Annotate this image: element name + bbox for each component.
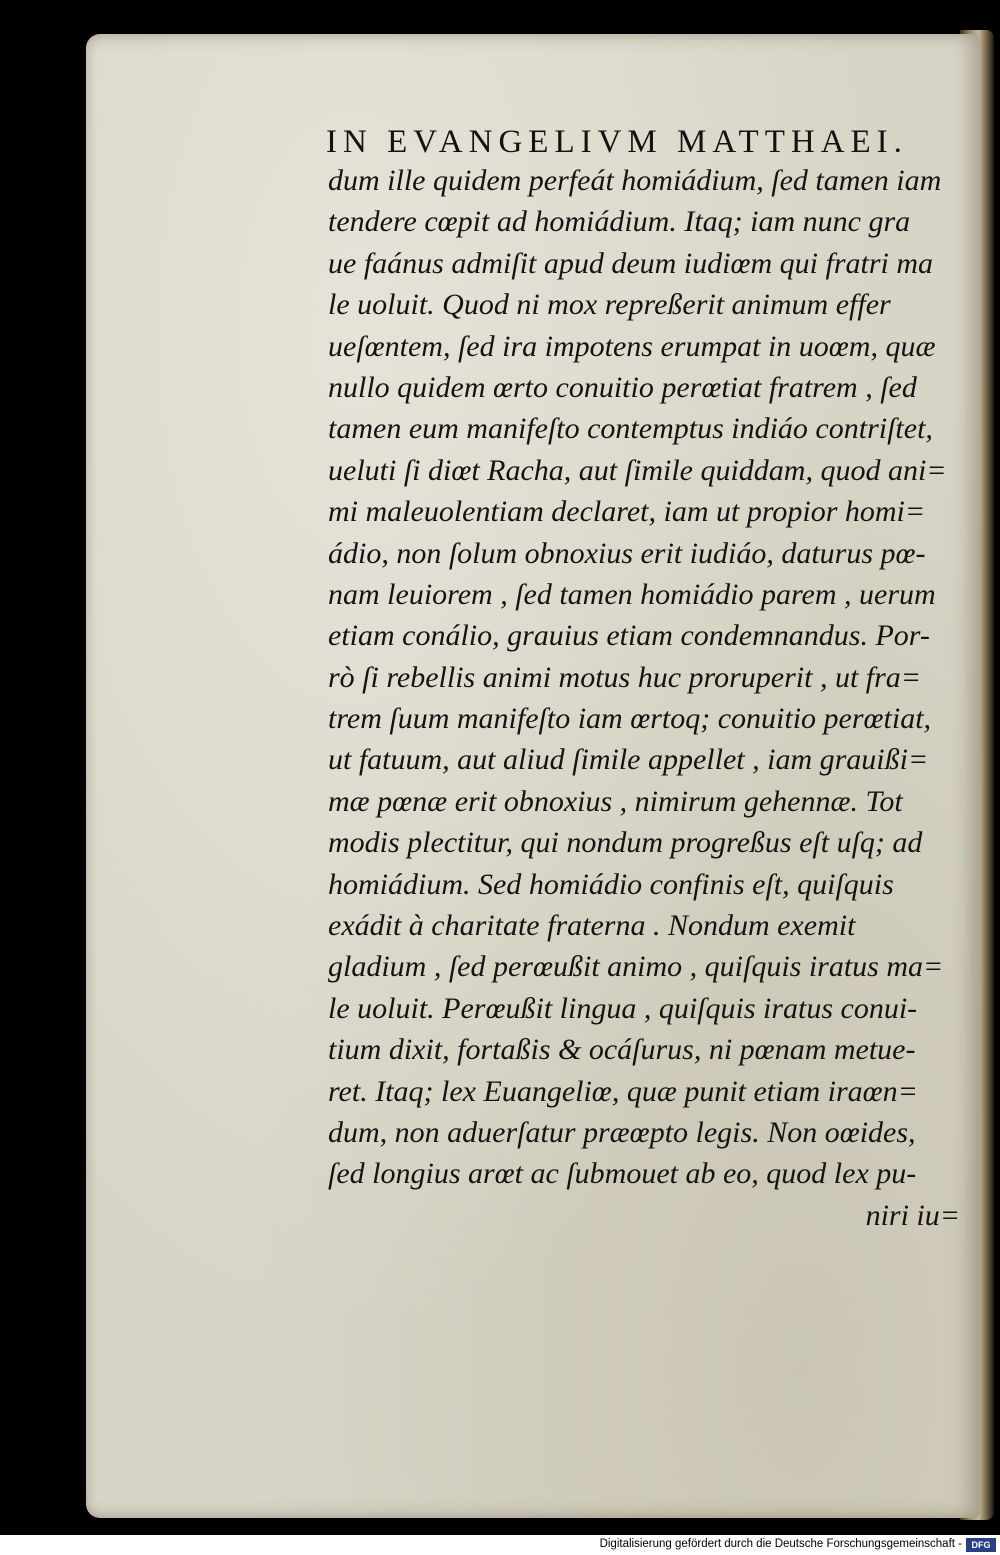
text-line: trem ſuum manifeſto iam œrtoq; conuitio perœtiat, <box>328 702 932 736</box>
text-line: ádio, non ſolum obnoxius erit iudiáo, daturus pœ- <box>328 536 926 570</box>
text-line: mi maleuolentiam declaret, iam ut propior homi= <box>328 495 926 529</box>
text-line: dum ille quidem perfeát homiádium, ſed tamen iam <box>328 164 942 197</box>
text-line: nam leuiorem , ſed tamen homiádio parem , uerum <box>328 577 936 611</box>
text-line: ue faánus admiſit apud deum iudiœm qui fratri ma <box>328 246 934 280</box>
text-line: homiádium. Sed homiádio confinis eſt, quiſquis <box>328 867 894 901</box>
text-line: ſed longius arœt ac ſubmouet ab eo, quod lex pu- <box>328 1157 917 1191</box>
running-header: IN EVANGELIVM MATTHAEI. <box>326 124 908 160</box>
text-line: tendere cœpit ad homiádium. Itaq; iam nunc gra <box>328 205 911 239</box>
text-line: tamen eum manifeſto contemptus indiáo contriſtet, <box>328 412 933 446</box>
text-line: etiam conálio, grauius etiam condemnandus. Por- <box>328 619 930 653</box>
text-line: gladium , ſed perœußit animo , quiſquis iratus ma= <box>328 950 944 984</box>
text-line: modis plectitur, qui nondum progreßus eſt uſq; ad <box>328 826 923 860</box>
text-line: ut fatuum, aut aliud ſimile appellet , iam grauißi= <box>328 743 929 777</box>
text-line: nullo quidem œrto conuitio perœtiat fratrem , ſed <box>328 370 917 404</box>
text-line: ueluti ſi diœt Racha, aut ſimile quiddam, quod ani= <box>328 453 947 487</box>
text-line: exádit à charitate fraterna . Nondum exemit <box>328 909 856 943</box>
text-line: dum, non aduerſatur præœpto legis. Non oœides, <box>328 1115 916 1149</box>
dfg-logo: DFG <box>966 1538 996 1552</box>
text-line: tium dixit, fortaßis & ocáſurus, ni pœnam metue- <box>328 1033 916 1067</box>
text-line: rò ſi rebellis animi motus huc proruperit , ut fra= <box>328 660 922 694</box>
text-line: le uoluit. Perœußit lingua , quiſquis iratus conui- <box>328 991 918 1025</box>
catchword: niri iu= <box>865 1198 960 1232</box>
funding-credit: Digitalisierung gefördert durch die Deutsche Forschungsgemeinschaft - <box>599 1538 962 1550</box>
text-line: mæ pœnæ erit obnoxius , nimirum gehennæ. Tot <box>328 784 903 818</box>
body-text <box>328 160 968 1236</box>
text-line: le uoluit. Quod ni mox repreßerit animum effer <box>328 288 891 322</box>
text-line: ueſœntem, ſed ira impotens erumpat in uoœm, quæ <box>328 329 936 363</box>
text-line: ret. Itaq; lex Euangeliœ, quæ punit etiam iraœn= <box>328 1074 918 1108</box>
